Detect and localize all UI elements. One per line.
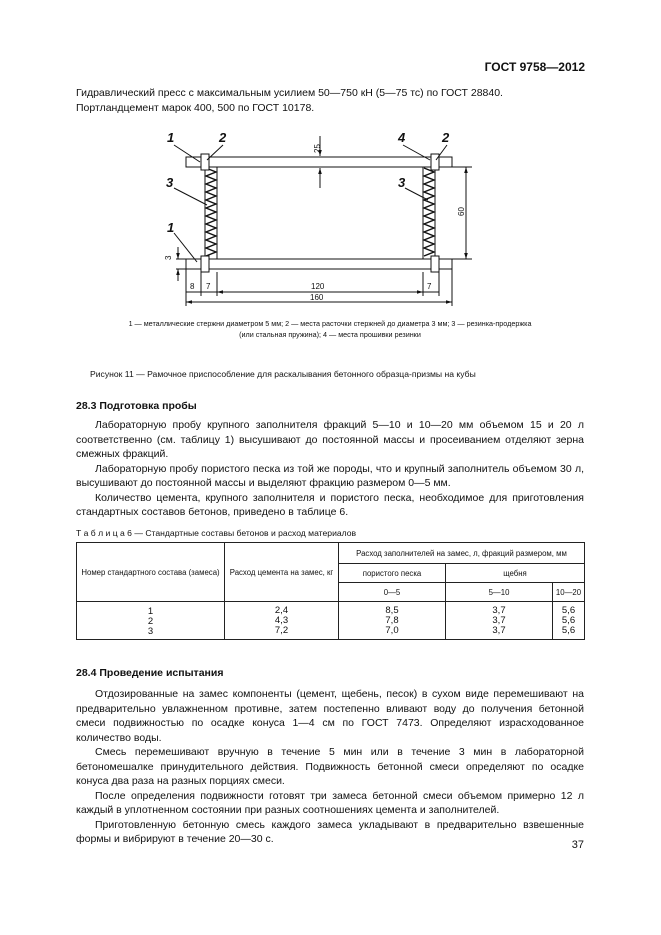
row-value: 2 [147,615,154,627]
bore-zone [201,154,209,170]
callout-label: 4 [398,130,406,145]
callout-label: 1 [167,130,175,145]
document-header: ГОСТ 9758—2012 [484,60,585,74]
intro-line: Гидравлический пресс с максимальным усилием 50—750 кН (5—75 тс) по ГОСТ 28840. [76,87,503,99]
dim-label: 7 [206,282,211,291]
callout-label: 3 [398,175,406,190]
dim-label: 25 [313,144,322,153]
row-value: 4,3 [274,614,289,626]
header-cell: пористого песка [339,564,446,583]
paragraph: Количество цемента, крупного заполнителя и пористого песка, необходимое для приготовления стандартных составов бетонов, приведено в таблице 6. [76,491,584,518]
callout-label: 2 [442,130,450,145]
section-28-3 [76,400,584,520]
row-value: 2,4 [274,604,289,616]
figure-legend [76,318,584,340]
row-value: 8,5 [385,604,399,616]
bottom-rod [186,259,452,269]
legend-line: (или стальная пружина); 4 — места прошивки резинки [239,330,421,339]
callout-label: 3 [166,175,174,190]
paragraph: Смесь перемешивают вручную в течение 5 мин или в течение 3 мин в лабораторной бетономешалке принудительного действия. Подвижность бетонной смеси определяют по осадке конуса два раза на разных порциях смеси. [76,746,584,787]
table-cell [77,602,225,640]
figure-caption: Рисунок 11 — Рамочное приспособление для раскалывания бетонного образца-призмы на кубы [90,369,476,379]
page-number: 37 [571,839,584,851]
header-cell: Расход цемента на замес, кг [225,543,339,602]
paragraph: Отдозированные на замес компоненты (цемент, щебень, песок) в сухом виде перемешивают на предварительно увлажненном противне, затем постепенно вливают воду до получения бетонной смеси подвижностью по осадке конуса 1—4 см по ГОСТ 7473. Определяют израсходованное количество воды. [76,688,584,744]
row-value: 3 [147,625,154,637]
row-value: 7,2 [274,624,289,636]
left-spring [206,168,216,256]
header-cell: 5—10 [446,583,553,602]
legend-line: 1 — металлические стержни диаметром 5 мм; 2 — места расточки стержней до диаметра 3 мм; 3 — резинка-продержка [128,319,532,328]
row-value: 3,7 [492,614,506,626]
section-28-4 [76,667,584,847]
header-cell: 0—5 [339,583,446,602]
table-6 [76,542,585,640]
dim-label: 160 [310,293,324,302]
table-caption: Т а б л и ц а 6 — Стандартные составы бетонов и расход материалов [76,528,357,538]
paragraph: Лабораторную пробу крупного заполнителя фракций 5—10 и 10—20 мм объемом 15 и 20 л соответственно (см. таблицу 1) высушивают до постоянной массы и просеиванием отделяют зерна смежных фракций. [76,419,584,460]
table-cell [339,602,446,640]
row-value: 3,7 [492,624,506,636]
row-value: 5,6 [561,604,576,616]
dim-label: 60 [457,207,466,216]
callout-label: 2 [219,130,227,145]
top-rod [186,157,452,167]
row-value: 7,0 [385,624,399,636]
callout-label: 1 [167,220,175,235]
row-value: 5,6 [561,614,576,626]
table-cell [225,602,339,640]
section-title: 28.3 Подготовка пробы [76,400,197,412]
intro-line: Портландцемент марок 400, 500 по ГОСТ 10178. [76,101,315,114]
table-cell [553,602,585,640]
dim-label: 120 [311,282,325,291]
bore-zone [431,256,439,272]
dim-label: 3 [164,255,173,260]
dim-label: 7 [427,282,432,291]
right-spring [424,168,434,256]
header-cell: 10—20 [553,583,585,602]
paragraph: Приготовленную бетонную смесь каждого замеса укладывают в предварительно взвешенные формы и вибрируют в течение 20—30 с. [76,818,584,845]
header-cell: щебня [446,564,585,583]
section-title: 28.4 Проведение испытания [76,667,224,679]
paragraph: Лабораторную пробу пористого песка из той же породы, что и крупный заполнитель объемом 30 л, высушивают до постоянной массы и выделяют фракцию размером 0—5 мм. [76,462,584,489]
row-value: 3,7 [492,604,506,616]
dim-label: 8 [190,282,195,291]
row-value: 7,8 [385,614,399,626]
header-cell: Расход заполнителей на замес, л, фракций размером, мм [339,543,585,564]
table-cell [446,602,553,640]
header-cell: Номер стандартного состава (замеса) [77,543,225,602]
row-value: 5,6 [561,624,576,636]
bore-zone [201,256,209,272]
figure-frame-device [0,0,661,340]
row-value: 1 [147,605,154,617]
paragraph: После определения подвижности готовят три замеса бетонной смеси объемом примерно 12 л каждый в уплотненном состоянии при разных соотношениях цемента и заполнителей. [76,789,584,816]
bore-zone [431,154,439,170]
